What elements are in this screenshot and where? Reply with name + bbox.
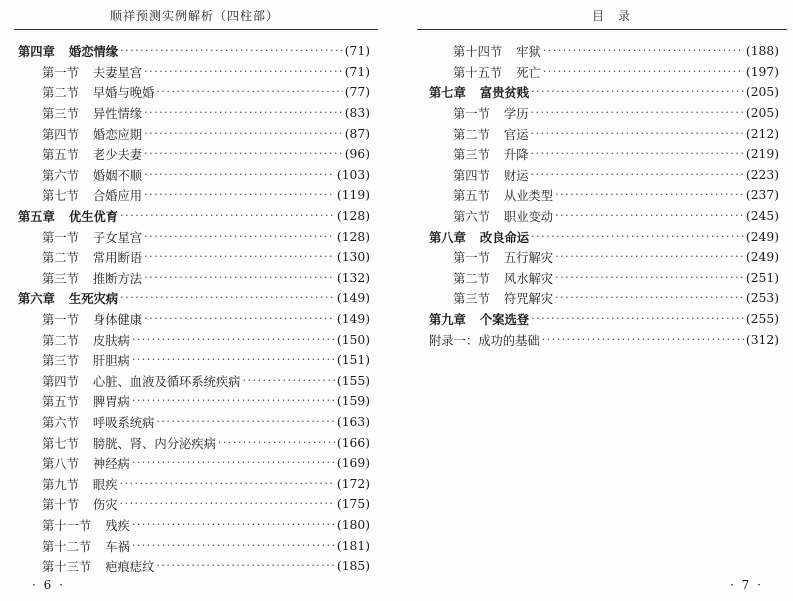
toc-title: 身体健康 [92,313,143,328]
toc-section-entry[interactable] [18,371,370,392]
dot-leader [144,271,335,285]
toc-section-entry[interactable] [18,515,370,536]
toc-number: 第十节 [42,498,79,513]
toc-section-entry[interactable] [18,103,370,124]
toc-title: 官运 [503,127,529,142]
toc-title: 职业变动 [503,210,554,225]
toc-number: 第二节 [42,333,79,348]
toc-page-number: (253) [745,291,779,306]
toc-title: 财运 [503,168,529,183]
toc-number: 第三节 [42,107,79,122]
toc-title: 升降 [503,148,529,163]
toc-title: 从业类型 [503,189,554,204]
page-number: · 6 · [32,578,65,592]
toc-title: 五行解灾 [503,251,554,266]
dot-leader [156,415,335,429]
toc-title: 呼吸系统病 [92,415,155,430]
toc-number: 第八章 [429,229,466,245]
toc-chapter-entry[interactable] [429,226,779,247]
toc-section-entry[interactable] [18,453,370,474]
toc-number: 第三节 [453,148,490,163]
toc-number: 第一节 [453,107,490,122]
dot-leader [218,436,335,450]
toc-section-entry[interactable] [429,268,779,289]
toc-title: 心脏、血液及循环系统疾病 [92,374,241,389]
toc-number: 第五节 [42,395,79,410]
dot-leader [531,168,744,182]
toc-section-entry[interactable] [429,247,779,268]
dot-leader [132,333,335,347]
running-header: 目 录 [592,9,632,23]
toc-title: 神经病 [92,457,130,472]
toc-title: 眼疾 [92,477,118,492]
dot-leader [144,250,335,264]
right-page [415,0,793,601]
dot-leader [132,353,335,367]
toc-section-entry[interactable] [18,268,370,289]
toc-title: 婚姻不顺 [92,168,143,183]
toc-section-entry[interactable] [429,62,779,83]
toc-section-entry[interactable] [429,288,779,309]
dot-leader [542,333,744,347]
toc-number: 第十五节 [453,65,503,80]
dot-leader [144,65,343,79]
toc-number: 第七节 [42,189,79,204]
toc-number: 第十一节 [42,518,92,533]
toc-title: 推断方法 [92,271,143,286]
dot-leader [144,127,343,141]
toc-number: 第七节 [42,436,79,451]
toc-title: 婚恋情缘 [68,44,119,60]
toc-page-number: (71) [344,44,370,59]
toc-title: 成功的基础 [478,333,540,348]
toc-number: 第四节 [42,374,79,389]
toc-section-entry[interactable] [18,494,370,515]
toc-page-number: (188) [745,44,779,59]
toc-title: 风水解灾 [503,271,554,286]
dot-leader [144,168,335,182]
toc-section-entry[interactable] [18,473,370,494]
toc-section-entry[interactable] [429,206,779,227]
toc-section-entry[interactable] [429,123,779,144]
toc-title: 残疾 [105,518,130,533]
toc-page-number: (128) [336,209,370,224]
dot-leader [132,394,335,408]
toc-section-entry[interactable] [18,412,370,433]
toc-page-number: (205) [745,106,779,121]
toc-page-number: (149) [336,291,370,306]
toc-page-number: (130) [336,250,370,265]
table-of-contents [18,41,370,576]
dot-leader [144,188,335,202]
toc-page-number: (212) [745,126,779,141]
toc-number: 第四章 [18,44,55,60]
toc-section-entry[interactable] [18,535,370,556]
toc-number: 第三节 [42,354,79,369]
toc-section-entry[interactable] [18,226,370,247]
toc-number: 第一节 [453,251,490,266]
dot-leader [543,65,744,79]
toc-page-number: (249) [745,229,779,244]
toc-page-number: (180) [336,517,370,532]
toc-section-entry[interactable] [18,62,370,83]
toc-page-number: (249) [745,250,779,265]
toc-section-entry[interactable] [18,350,370,371]
toc-section-entry[interactable] [18,123,370,144]
toc-page-number: (181) [336,538,370,553]
dot-leader [156,85,342,99]
toc-page-number: (96) [344,147,370,162]
toc-section-entry[interactable] [18,82,370,103]
toc-number: 第五节 [453,189,490,204]
toc-number: 第五节 [42,148,79,163]
dot-leader [156,559,335,573]
toc-title: 膀胱、肾、内分泌疾病 [92,436,216,451]
toc-number: 第九章 [429,312,466,328]
dot-leader [144,312,335,326]
toc-page-number: (155) [336,373,370,388]
toc-number: 第六章 [18,291,55,307]
toc-title: 脾胃病 [92,395,130,410]
dot-leader [144,147,343,161]
toc-title: 常用断语 [92,251,143,266]
toc-section-entry[interactable] [429,185,779,206]
toc-section-entry[interactable] [18,432,370,453]
toc-page-number: (87) [344,126,370,141]
header-rule [14,29,378,30]
toc-page-number: (128) [336,229,370,244]
dot-leader [555,209,744,223]
toc-number: 第四节 [42,127,79,142]
toc-title: 个案选登 [479,312,530,328]
dot-leader [120,497,335,511]
toc-title: 早婚与晚婚 [92,86,155,101]
toc-number: 第十四节 [453,45,503,60]
toc-number: 第十三节 [42,560,92,575]
running-header: 顺祥预测实例解析（四柱部） [110,9,280,23]
dot-leader [555,250,744,264]
dot-leader [531,127,744,141]
toc-appendix-entry[interactable] [429,329,779,350]
toc-section-entry[interactable] [429,103,779,124]
toc-page-number: (119) [336,188,370,203]
toc-title: 子女星宫 [92,230,143,245]
toc-number: 第三节 [453,292,490,307]
toc-number: 第十二节 [42,539,92,554]
toc-title: 符咒解灾 [503,292,554,307]
toc-page-number: (83) [344,106,370,121]
toc-section-entry[interactable] [18,247,370,268]
toc-number: 第六节 [42,168,79,183]
toc-section-entry[interactable] [18,309,370,330]
toc-chapter-entry[interactable] [429,82,779,103]
toc-page-number: (219) [745,147,779,162]
toc-title: 死亡 [516,65,541,80]
toc-section-entry[interactable] [429,41,779,62]
toc-number: 第二节 [42,86,79,101]
toc-title: 合婚应用 [92,189,143,204]
toc-page-number: (251) [745,270,779,285]
dot-leader [555,271,744,285]
toc-chapter-entry[interactable] [429,309,779,330]
toc-page-number: (77) [344,85,370,100]
dot-leader [144,106,343,120]
table-of-contents [429,41,779,350]
toc-page-number: (151) [336,353,370,368]
toc-title: 富贵贫贱 [479,85,530,101]
toc-chapter-entry[interactable] [18,41,370,62]
toc-title: 疤痕痣纹 [105,560,155,575]
dot-leader [543,44,744,58]
dot-leader [144,230,335,244]
toc-page-number: (312) [745,332,779,347]
toc-page-number: (132) [336,270,370,285]
toc-title: 皮肤病 [92,333,130,348]
toc-section-entry[interactable] [18,185,370,206]
toc-number: 第二节 [42,251,79,266]
toc-number: 第八节 [42,457,79,472]
toc-section-entry[interactable] [18,329,370,350]
toc-title: 异性情缘 [92,107,143,122]
dot-leader [531,147,744,161]
toc-section-entry[interactable] [18,165,370,186]
toc-title: 车祸 [105,539,130,554]
toc-title: 夫妻星宫 [92,65,143,80]
dot-leader [531,106,744,120]
toc-page-number: (255) [745,312,779,327]
toc-section-entry[interactable] [18,556,370,577]
toc-number: 第一节 [42,230,79,245]
toc-title: 婚恋应期 [92,127,143,142]
toc-number: 第九节 [42,477,79,492]
toc-title: 老少夫妻 [92,148,143,163]
toc-number: 第二节 [453,127,490,142]
toc-page-number: (175) [336,497,370,512]
dot-leader [531,312,744,326]
toc-number: 第一节 [42,313,79,328]
toc-page-number: (205) [745,85,779,100]
toc-page-number: (159) [336,394,370,409]
toc-page-number: (163) [336,414,370,429]
toc-chapter-entry[interactable] [18,206,370,227]
toc-title: 牢狱 [516,45,541,60]
toc-title: 优生优育 [68,209,119,225]
page-number: · 7 · [730,578,763,592]
dot-leader [120,209,335,223]
toc-page-number: (169) [336,456,370,471]
toc-page-number: (245) [745,209,779,224]
toc-number: 第六节 [42,415,79,430]
toc-title: 生死灾病 [68,291,119,307]
toc-number: 第五章 [18,209,55,225]
left-page [0,0,380,601]
dot-leader [132,456,335,470]
dot-leader [132,518,335,532]
toc-page-number: (237) [745,188,779,203]
dot-leader [531,230,744,244]
toc-chapter-entry[interactable] [18,288,370,309]
toc-number: 附录一： [429,333,479,348]
toc-title: 肝胆病 [92,354,130,369]
toc-section-entry[interactable] [18,144,370,165]
toc-section-entry[interactable] [429,144,779,165]
toc-page-number: (223) [745,167,779,182]
toc-section-entry[interactable] [18,391,370,412]
dot-leader [531,85,744,99]
toc-page-number: (197) [745,64,779,79]
toc-page-number: (150) [336,332,370,347]
dot-leader [555,188,744,202]
dot-leader [120,291,335,305]
toc-number: 第一节 [42,65,79,80]
toc-title: 学历 [503,107,529,122]
toc-page-number: (71) [344,64,370,79]
toc-number: 第四节 [453,168,490,183]
toc-number: 第七章 [429,85,466,101]
toc-page-number: (185) [336,559,370,574]
dot-leader [242,374,334,388]
toc-title: 改良命运 [479,229,530,245]
dot-leader [120,477,335,491]
header-rule [417,29,787,30]
toc-number: 第二节 [453,271,490,286]
toc-page-number: (149) [336,312,370,327]
toc-number: 第三节 [42,271,79,286]
toc-title: 伤灾 [92,498,118,513]
toc-section-entry[interactable] [429,165,779,186]
toc-page-number: (172) [336,476,370,491]
dot-leader [555,291,744,305]
toc-page-number: (103) [336,167,370,182]
dot-leader [132,539,335,553]
toc-number: 第六节 [453,210,490,225]
dot-leader [120,44,343,58]
toc-page-number: (166) [336,435,370,450]
